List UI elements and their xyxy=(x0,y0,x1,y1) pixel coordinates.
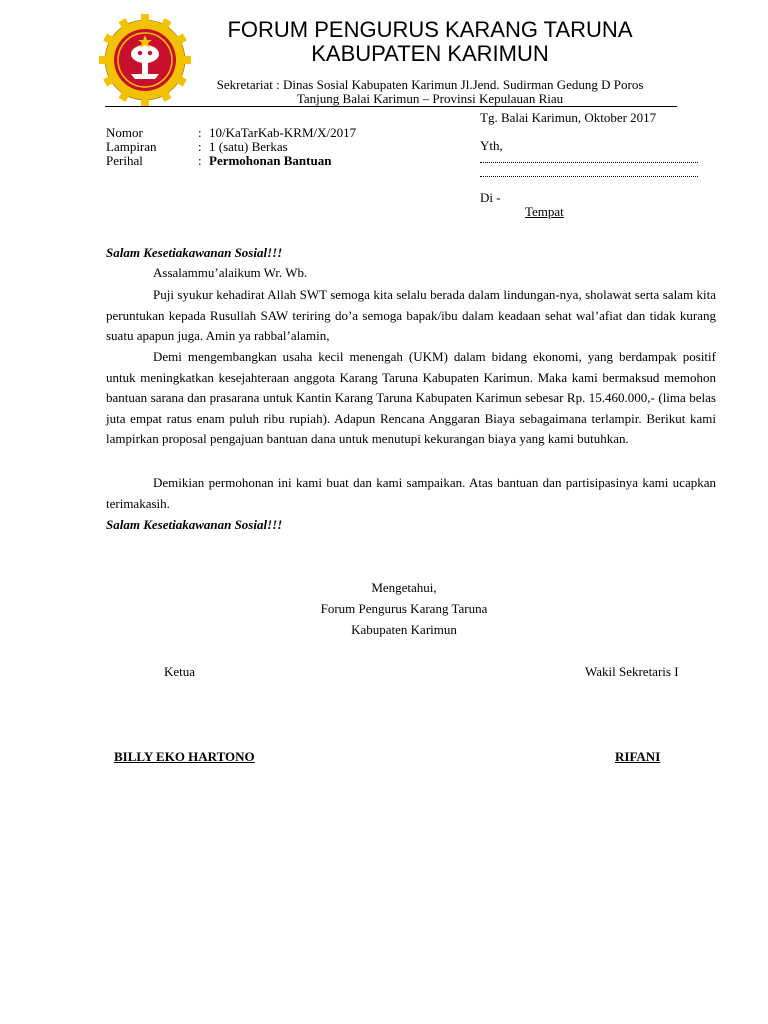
header-divider xyxy=(105,106,677,107)
paragraph-1: Puji syukur kehadirat Allah SWT semoga kita selalu berada dalam lindungan-nya, sholawat serta salam kita peruntukan kepada Rusullah SAW teriring do’a semoga bapak/ibu dalam keadaan sehat wal’afiat dan tidak kurang suatu apapun juga. Amin ya rabbal’alamin, xyxy=(106,287,716,343)
nomor-value: 10/KaTarKab-KRM/X/2017 xyxy=(209,125,357,140)
signature-org-line1: Forum Pengurus Karang Taruna xyxy=(320,601,488,616)
recipient-tempat: Tempat xyxy=(525,204,564,219)
lampiran-value: 1 (satu) Berkas xyxy=(209,139,288,154)
address-line2: Tanjung Balai Karimun – Provinsi Kepulauan Riau xyxy=(296,91,564,106)
signature-name-wakil: RIFANI xyxy=(615,749,661,764)
paragraph-2: Demi mengembangkan usaha kecil menengah (UKM) dalam bidang ekonomi, yang berdampak positif untuk meningkatkan kesejahteraan anggota Karang Taruna Kabupaten Karimun. Maka kami bermaksud memohon bantuan sarana dan prasarana untuk Kantin Karang Taruna Kabupaten Karimun sebesar Rp. 15.460.000,- (lima belas juta empat ratus enam puluh ribu rupiah). Adapun Rencana Anggaran Biaya sebagaimana terlampir. Berikut kami lampirkan proposal pengajuan bantuan dana untuk menutupi kekurangan biaya yang kami butuhkan. xyxy=(106,349,716,446)
nomor-colon: : xyxy=(198,125,202,140)
address-line1: Sekretariat : Dinas Sosial Kabupaten Karimun Jl.Jend. Sudirman Gedung D Poros xyxy=(216,77,644,92)
recipient-dotted-line1 xyxy=(480,162,698,163)
salam-closing: Salam Kesetiakawanan Sosial!!! xyxy=(106,517,283,532)
org-title-line2: KABUPATEN KARIMUN xyxy=(311,41,549,66)
org-title-line1: FORUM PENGURUS KARANG TARUNA xyxy=(227,17,633,42)
perihal-value: Permohonan Bantuan xyxy=(209,153,332,168)
mengetahui-label: Mengetahui, xyxy=(371,580,437,595)
signature-name-ketua: BILLY EKO HARTONO xyxy=(114,749,255,764)
perihal-label: Perihal xyxy=(106,153,143,168)
signature-org-line2: Kabupaten Karimun xyxy=(351,622,457,637)
greeting: Assalammu’alaikum Wr. Wb. xyxy=(153,265,308,280)
recipient-dotted-line2 xyxy=(480,176,698,177)
signature-title-wakil: Wakil Sekretaris I xyxy=(585,664,679,679)
recipient-di: Di - xyxy=(480,190,501,205)
paragraph-3: Demikian permohonan ini kami buat dan kami sampaikan. Atas bantuan dan partisipasinya kami ucapkan terimakasih. xyxy=(106,475,716,511)
letter-date: Tg. Balai Karimun, Oktober 2017 xyxy=(480,110,657,125)
nomor-label: Nomor xyxy=(106,125,143,140)
perihal-colon: : xyxy=(198,153,202,168)
recipient-yth: Yth, xyxy=(480,138,503,153)
salam-opening: Salam Kesetiakawanan Sosial!!! xyxy=(106,245,283,260)
lampiran-colon: : xyxy=(198,139,202,154)
signature-title-ketua: Ketua xyxy=(164,664,196,679)
lampiran-label: Lampiran xyxy=(106,139,157,154)
